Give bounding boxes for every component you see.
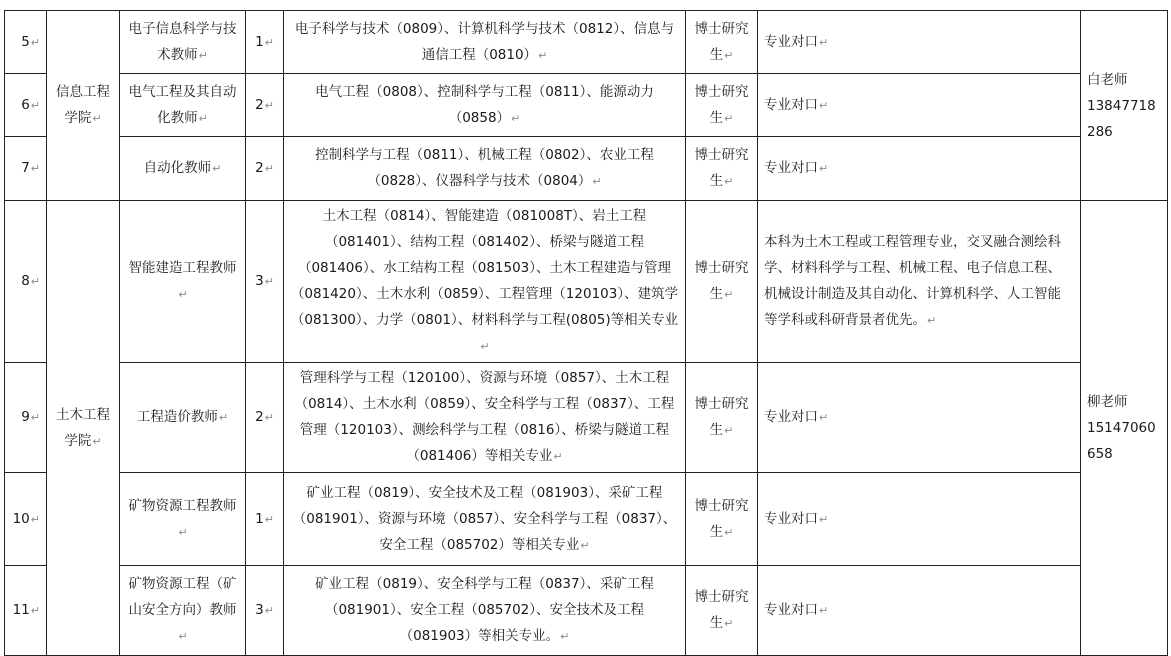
count-cell: 3↵ — [246, 201, 284, 363]
table-row — [5, 473, 1168, 566]
table-row — [5, 74, 1168, 137]
contact-phone: 15147060658 — [1087, 420, 1156, 462]
degree-cell: 博士研究生↵ — [686, 11, 758, 74]
major-cell: 矿业工程（0819）、安全科学与工程（0837）、采矿工程（081901）、安全工程（085702）、安全技术及工程（081903）等相关专业。↵ — [284, 566, 686, 656]
row-number: 8↵ — [5, 201, 47, 363]
degree-cell: 博士研究生↵ — [686, 137, 758, 201]
count-cell: 1↵ — [246, 11, 284, 74]
recruitment-table — [4, 10, 1168, 656]
contact-name: 柳老师 — [1087, 394, 1128, 410]
count-cell: 1↵ — [246, 473, 284, 566]
row-number: 11↵ — [5, 566, 47, 656]
college-cell: 信息工程学院↵ — [47, 11, 120, 201]
major-cell: 矿业工程（0819）、安全技术及工程（081903）、采矿工程（081901）、资源与环境（0857）、安全科学与工程（0837）、安全工程（085702）等相关专业↵ — [284, 473, 686, 566]
contact-phone: 13847718286 — [1087, 97, 1156, 140]
row-number: 5↵ — [5, 11, 47, 74]
requirement-cell: 专业对口↵ — [758, 473, 1081, 566]
row-number: 6↵ — [5, 74, 47, 137]
requirement-cell: 专业对口↵ — [758, 74, 1081, 137]
requirement-cell: 专业对口↵ — [758, 363, 1081, 473]
position-cell: 工程造价教师↵ — [120, 363, 246, 473]
contact-cell — [1081, 201, 1168, 656]
table-row — [5, 11, 1168, 74]
requirement-cell: 专业对口↵ — [758, 566, 1081, 656]
degree-cell: 博士研究生↵ — [686, 363, 758, 473]
contact-cell — [1081, 11, 1168, 201]
requirement-cell: 专业对口↵ — [758, 11, 1081, 74]
position-cell: 电气工程及其自动化教师↵ — [120, 74, 246, 137]
table-row — [5, 201, 1168, 363]
count-cell: 2↵ — [246, 137, 284, 201]
major-cell: 管理科学与工程（120100）、资源与环境（0857）、土木工程（0814）、土木水利（0859）、安全科学与工程（0837）、工程管理（120103）、测绘科学与工程（0816）、桥梁与隧道工程（081406）等相关专业↵ — [284, 363, 686, 473]
count-cell: 2↵ — [246, 363, 284, 473]
row-number: 7↵ — [5, 137, 47, 201]
position-cell: 电子信息科学与技术教师↵ — [120, 11, 246, 74]
requirement-cell: 本科为土木工程或工程管理专业，交叉融合测绘科学、材料科学与工程、机械工程、电子信息工程、机械设计制造及其自动化、计算机科学、人工智能等学科或科研背景者优先。↵ — [758, 201, 1081, 363]
count-cell: 3↵ — [246, 566, 284, 656]
table-row — [5, 137, 1168, 201]
row-number: 10↵ — [5, 473, 47, 566]
major-cell: 电气工程（0808）、控制科学与工程（0811）、能源动力（0858）↵ — [284, 74, 686, 137]
position-cell: 智能建造工程教师↵ — [120, 201, 246, 363]
degree-cell: 博士研究生↵ — [686, 201, 758, 363]
row-number: 9↵ — [5, 363, 47, 473]
major-cell: 电子科学与技术（0809）、计算机科学与技术（0812）、信息与通信工程（0810）↵ — [284, 11, 686, 74]
position-cell: 矿物资源工程教师↵ — [120, 473, 246, 566]
requirement-cell: 专业对口↵ — [758, 137, 1081, 201]
position-cell: 自动化教师↵ — [120, 137, 246, 201]
major-cell: 控制科学与工程（0811）、机械工程（0802）、农业工程（0828）、仪器科学与技术（0804）↵ — [284, 137, 686, 201]
major-cell: 土木工程（0814）、智能建造（081008T）、岩土工程（081401）、结构工程（081402）、桥梁与隧道工程（081406）、水工结构工程（081503）、土木工程建造与管理（081420）、土木水利（0859）、工程管理（120103）、建筑学（081300）、力学（0801）、材料科学与工程(0805)等相关专业↵ — [284, 201, 686, 363]
degree-cell: 博士研究生↵ — [686, 74, 758, 137]
contact-name: 白老师 — [1087, 71, 1128, 88]
degree-cell: 博士研究生↵ — [686, 566, 758, 656]
count-cell: 2↵ — [246, 74, 284, 137]
college-cell: 土木工程学院↵ — [47, 201, 120, 656]
position-cell: 矿物资源工程（矿山安全方向）教师↵ — [120, 566, 246, 656]
degree-cell: 博士研究生↵ — [686, 473, 758, 566]
table-row — [5, 363, 1168, 473]
table-row — [5, 566, 1168, 656]
